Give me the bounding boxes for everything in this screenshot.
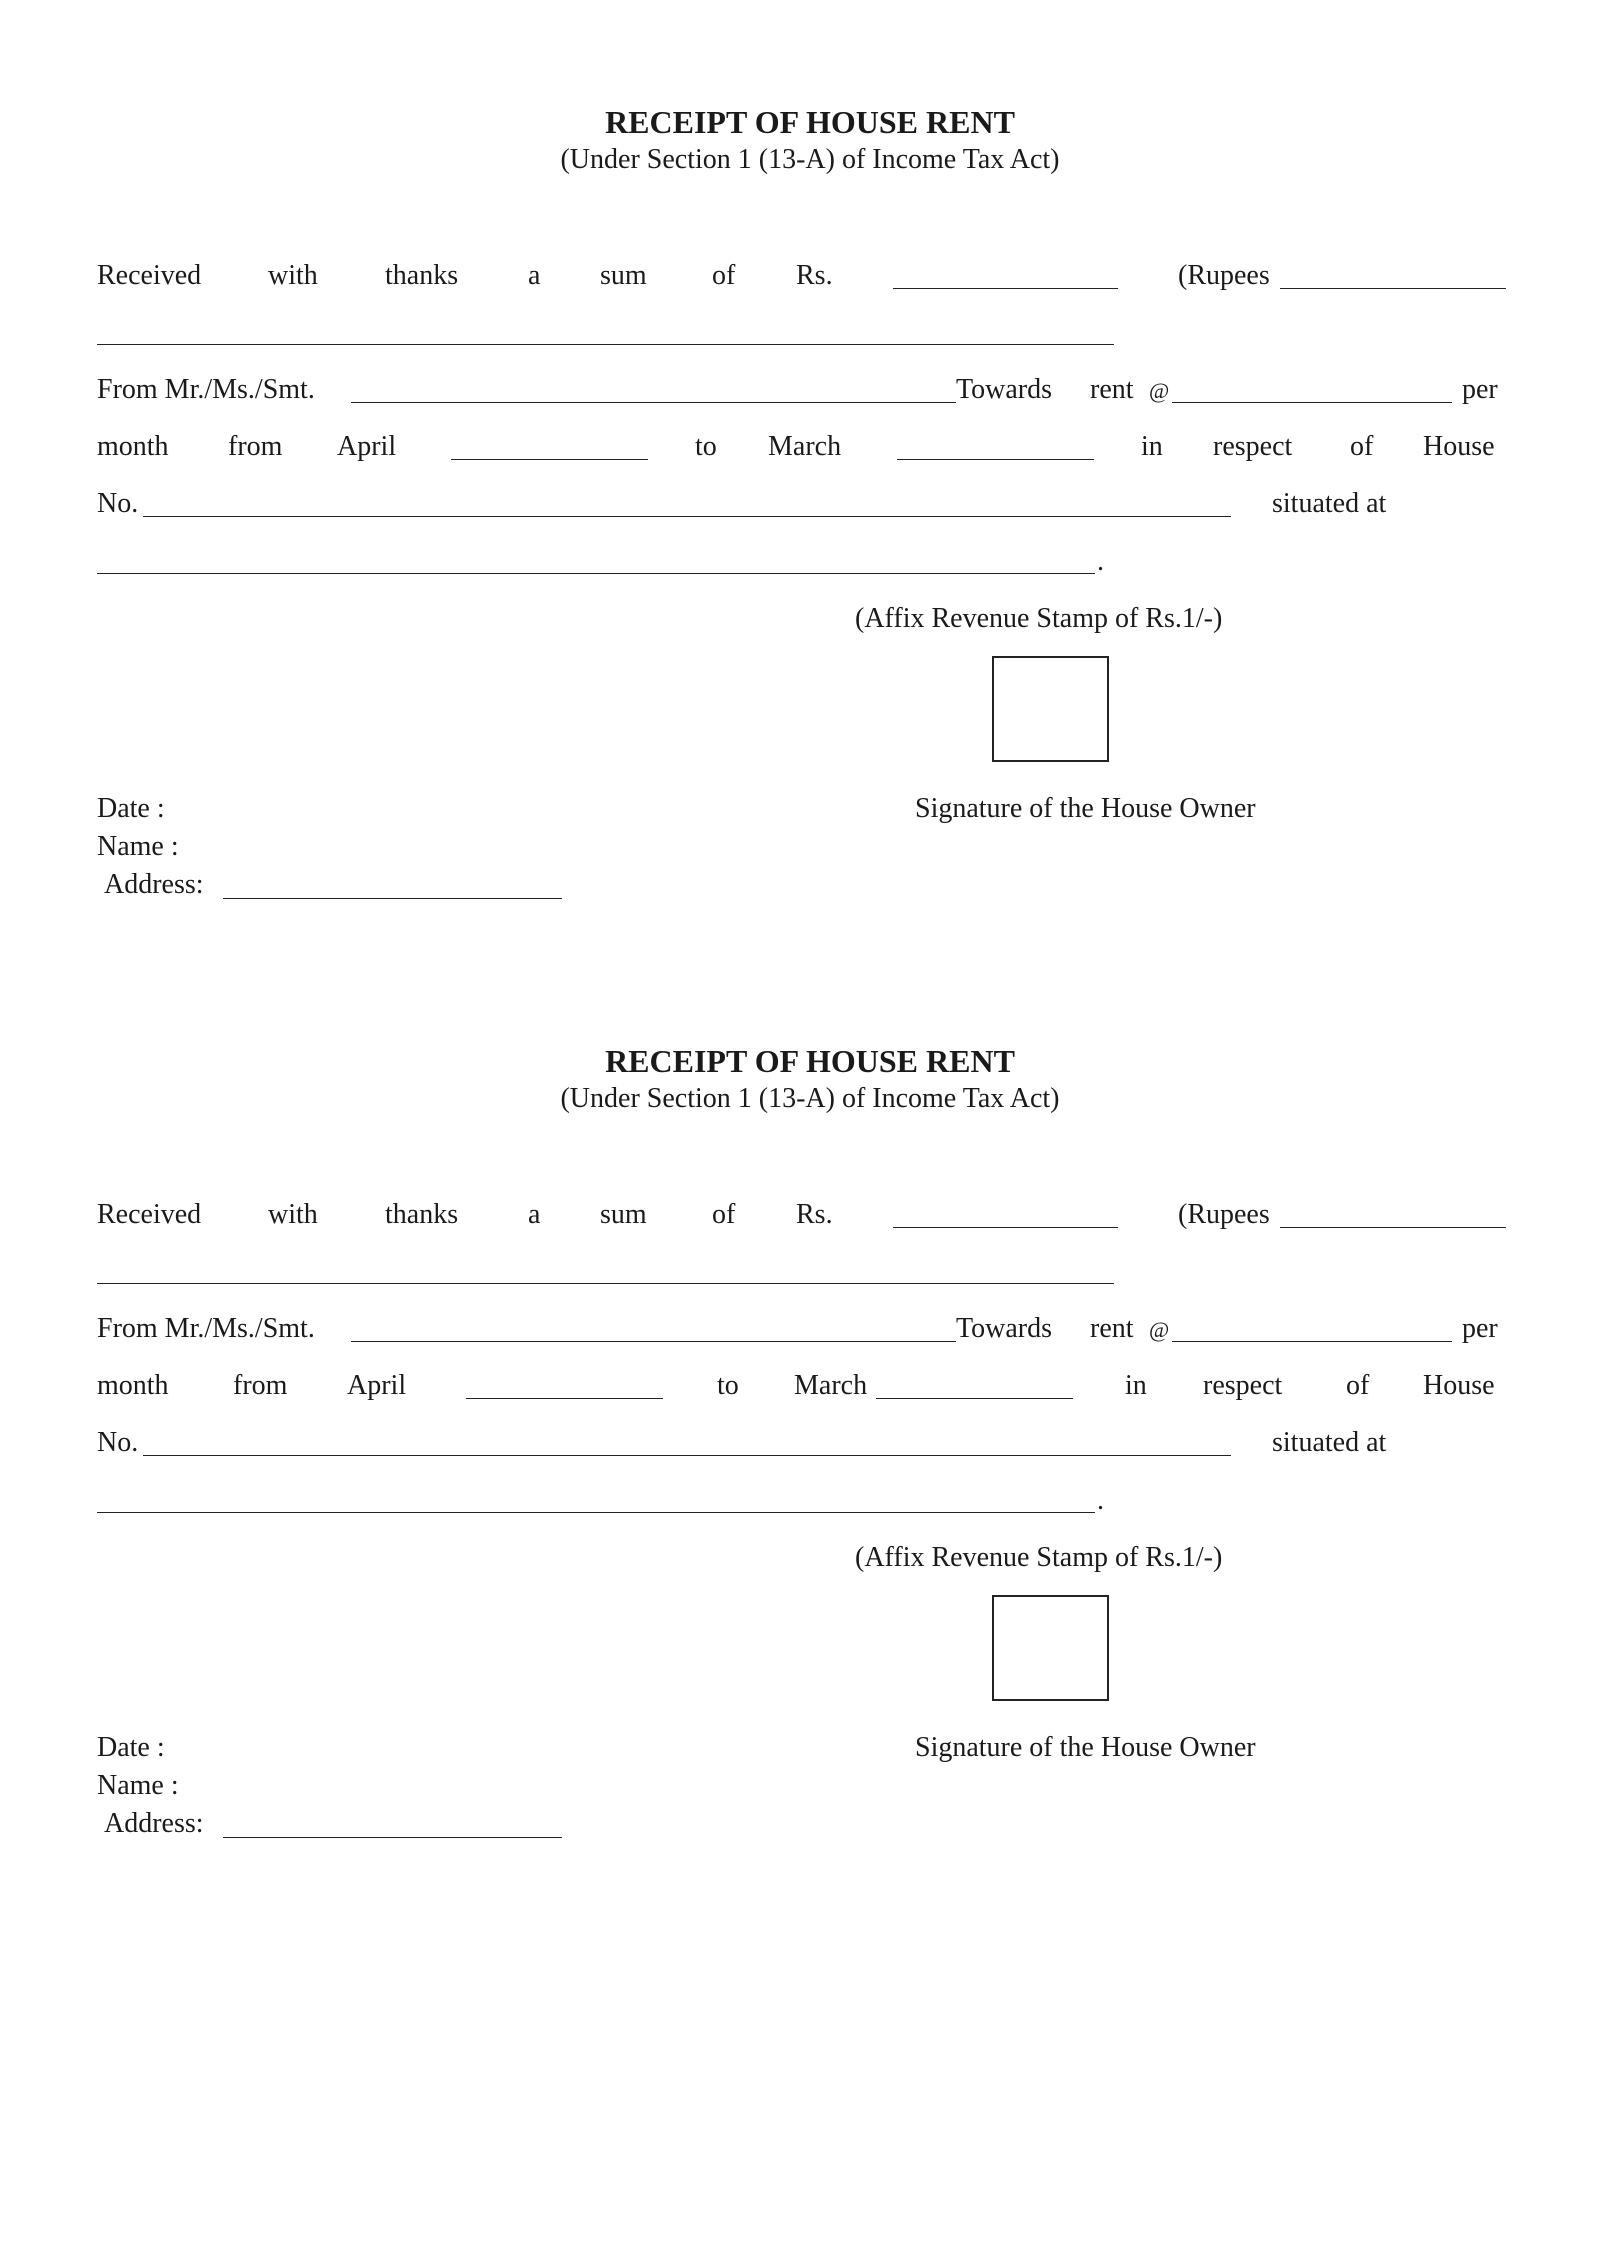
word-rent: rent	[1090, 374, 1134, 405]
word-rs: Rs.	[796, 260, 833, 291]
march-year-blank[interactable]	[897, 459, 1094, 460]
rupees-words-blank[interactable]	[1280, 288, 1506, 289]
word-rupees: (Rupees	[1178, 1199, 1270, 1230]
word-of: of	[712, 260, 736, 291]
address-location-blank[interactable]	[97, 1512, 1095, 1513]
word-respect: respect	[1213, 431, 1293, 462]
word-rupees: (Rupees	[1178, 260, 1270, 291]
word-rent: rent	[1090, 1313, 1134, 1344]
address-label: Address:	[104, 1808, 204, 1839]
word-april: April	[337, 431, 397, 462]
word-with: with	[268, 1199, 318, 1230]
stamp-note: (Affix Revenue Stamp of Rs.1/-)	[855, 1542, 1223, 1573]
word-rs: Rs.	[796, 1199, 833, 1230]
signature-label: Signature of the House Owner	[915, 1732, 1256, 1763]
rupees-words-continuation-blank[interactable]	[97, 344, 1114, 345]
house-no-blank[interactable]	[143, 516, 1231, 517]
receipt-title: RECEIPT OF HOUSE RENT	[605, 104, 1015, 140]
word-in: in	[1125, 1370, 1147, 1401]
word-march: March	[794, 1370, 868, 1401]
word-to: to	[695, 431, 717, 462]
word-from: from	[233, 1370, 288, 1401]
word-to: to	[717, 1370, 739, 1401]
word-received: Received	[97, 260, 202, 291]
tenant-name-blank[interactable]	[351, 1341, 956, 1342]
rent-rate-blank[interactable]	[1172, 1341, 1452, 1342]
situated-at-label: situated at	[1272, 488, 1387, 519]
house-no-label: No.	[97, 1427, 139, 1458]
word-of: of	[1346, 1370, 1370, 1401]
rent-rate-blank[interactable]	[1172, 402, 1452, 403]
word-house: House	[1423, 1370, 1495, 1401]
word-at: @	[1149, 378, 1170, 403]
word-house: House	[1423, 431, 1495, 462]
word-at: @	[1149, 1317, 1170, 1342]
from-label: From Mr./Ms./Smt.	[97, 1313, 315, 1344]
situated-at-label: situated at	[1272, 1427, 1387, 1458]
april-year-blank[interactable]	[451, 459, 648, 460]
word-towards: Towards	[956, 374, 1053, 405]
receipt-title: RECEIPT OF HOUSE RENT	[605, 1043, 1015, 1079]
word-of: of	[1350, 431, 1374, 462]
sentence-end: .	[1097, 1485, 1104, 1516]
name-label: Name :	[97, 831, 179, 862]
address-location-blank[interactable]	[97, 573, 1095, 574]
stamp-note: (Affix Revenue Stamp of Rs.1/-)	[855, 603, 1223, 634]
house-no-label: No.	[97, 488, 139, 519]
word-per: per	[1462, 374, 1498, 405]
word-a: a	[528, 1199, 541, 1230]
house-no-blank[interactable]	[143, 1455, 1231, 1456]
rupees-words-continuation-blank[interactable]	[97, 1283, 1114, 1284]
receipt-subtitle: (Under Section 1 (13-A) of Income Tax Act)	[560, 144, 1060, 175]
sentence-end: .	[1097, 546, 1104, 577]
word-from: from	[228, 431, 283, 462]
word-month: month	[97, 1370, 169, 1401]
receipt-subtitle: (Under Section 1 (13-A) of Income Tax Act)	[560, 1083, 1060, 1114]
signature-label: Signature of the House Owner	[915, 793, 1256, 824]
word-with: with	[268, 260, 318, 291]
march-year-blank[interactable]	[876, 1398, 1073, 1399]
address-blank[interactable]	[223, 1837, 562, 1838]
from-label: From Mr./Ms./Smt.	[97, 374, 315, 405]
word-thanks: thanks	[385, 1199, 459, 1230]
word-april: April	[347, 1370, 407, 1401]
word-thanks: thanks	[385, 260, 459, 291]
rupees-words-blank[interactable]	[1280, 1227, 1506, 1228]
word-towards: Towards	[956, 1313, 1053, 1344]
address-blank[interactable]	[223, 898, 562, 899]
word-of: of	[712, 1199, 736, 1230]
word-month: month	[97, 431, 169, 462]
amount-blank[interactable]	[893, 288, 1118, 289]
tenant-name-blank[interactable]	[351, 402, 956, 403]
date-label: Date :	[97, 1732, 165, 1763]
revenue-stamp-box[interactable]	[992, 1595, 1109, 1701]
amount-blank[interactable]	[893, 1227, 1118, 1228]
word-sum: sum	[600, 1199, 647, 1230]
word-march: March	[768, 431, 842, 462]
word-received: Received	[97, 1199, 202, 1230]
word-sum: sum	[600, 260, 647, 291]
word-respect: respect	[1203, 1370, 1283, 1401]
revenue-stamp-box[interactable]	[992, 656, 1109, 762]
date-label: Date :	[97, 793, 165, 824]
name-label: Name :	[97, 1770, 179, 1801]
address-label: Address:	[104, 869, 204, 900]
word-a: a	[528, 260, 541, 291]
word-in: in	[1141, 431, 1163, 462]
april-year-blank[interactable]	[466, 1398, 663, 1399]
word-per: per	[1462, 1313, 1498, 1344]
